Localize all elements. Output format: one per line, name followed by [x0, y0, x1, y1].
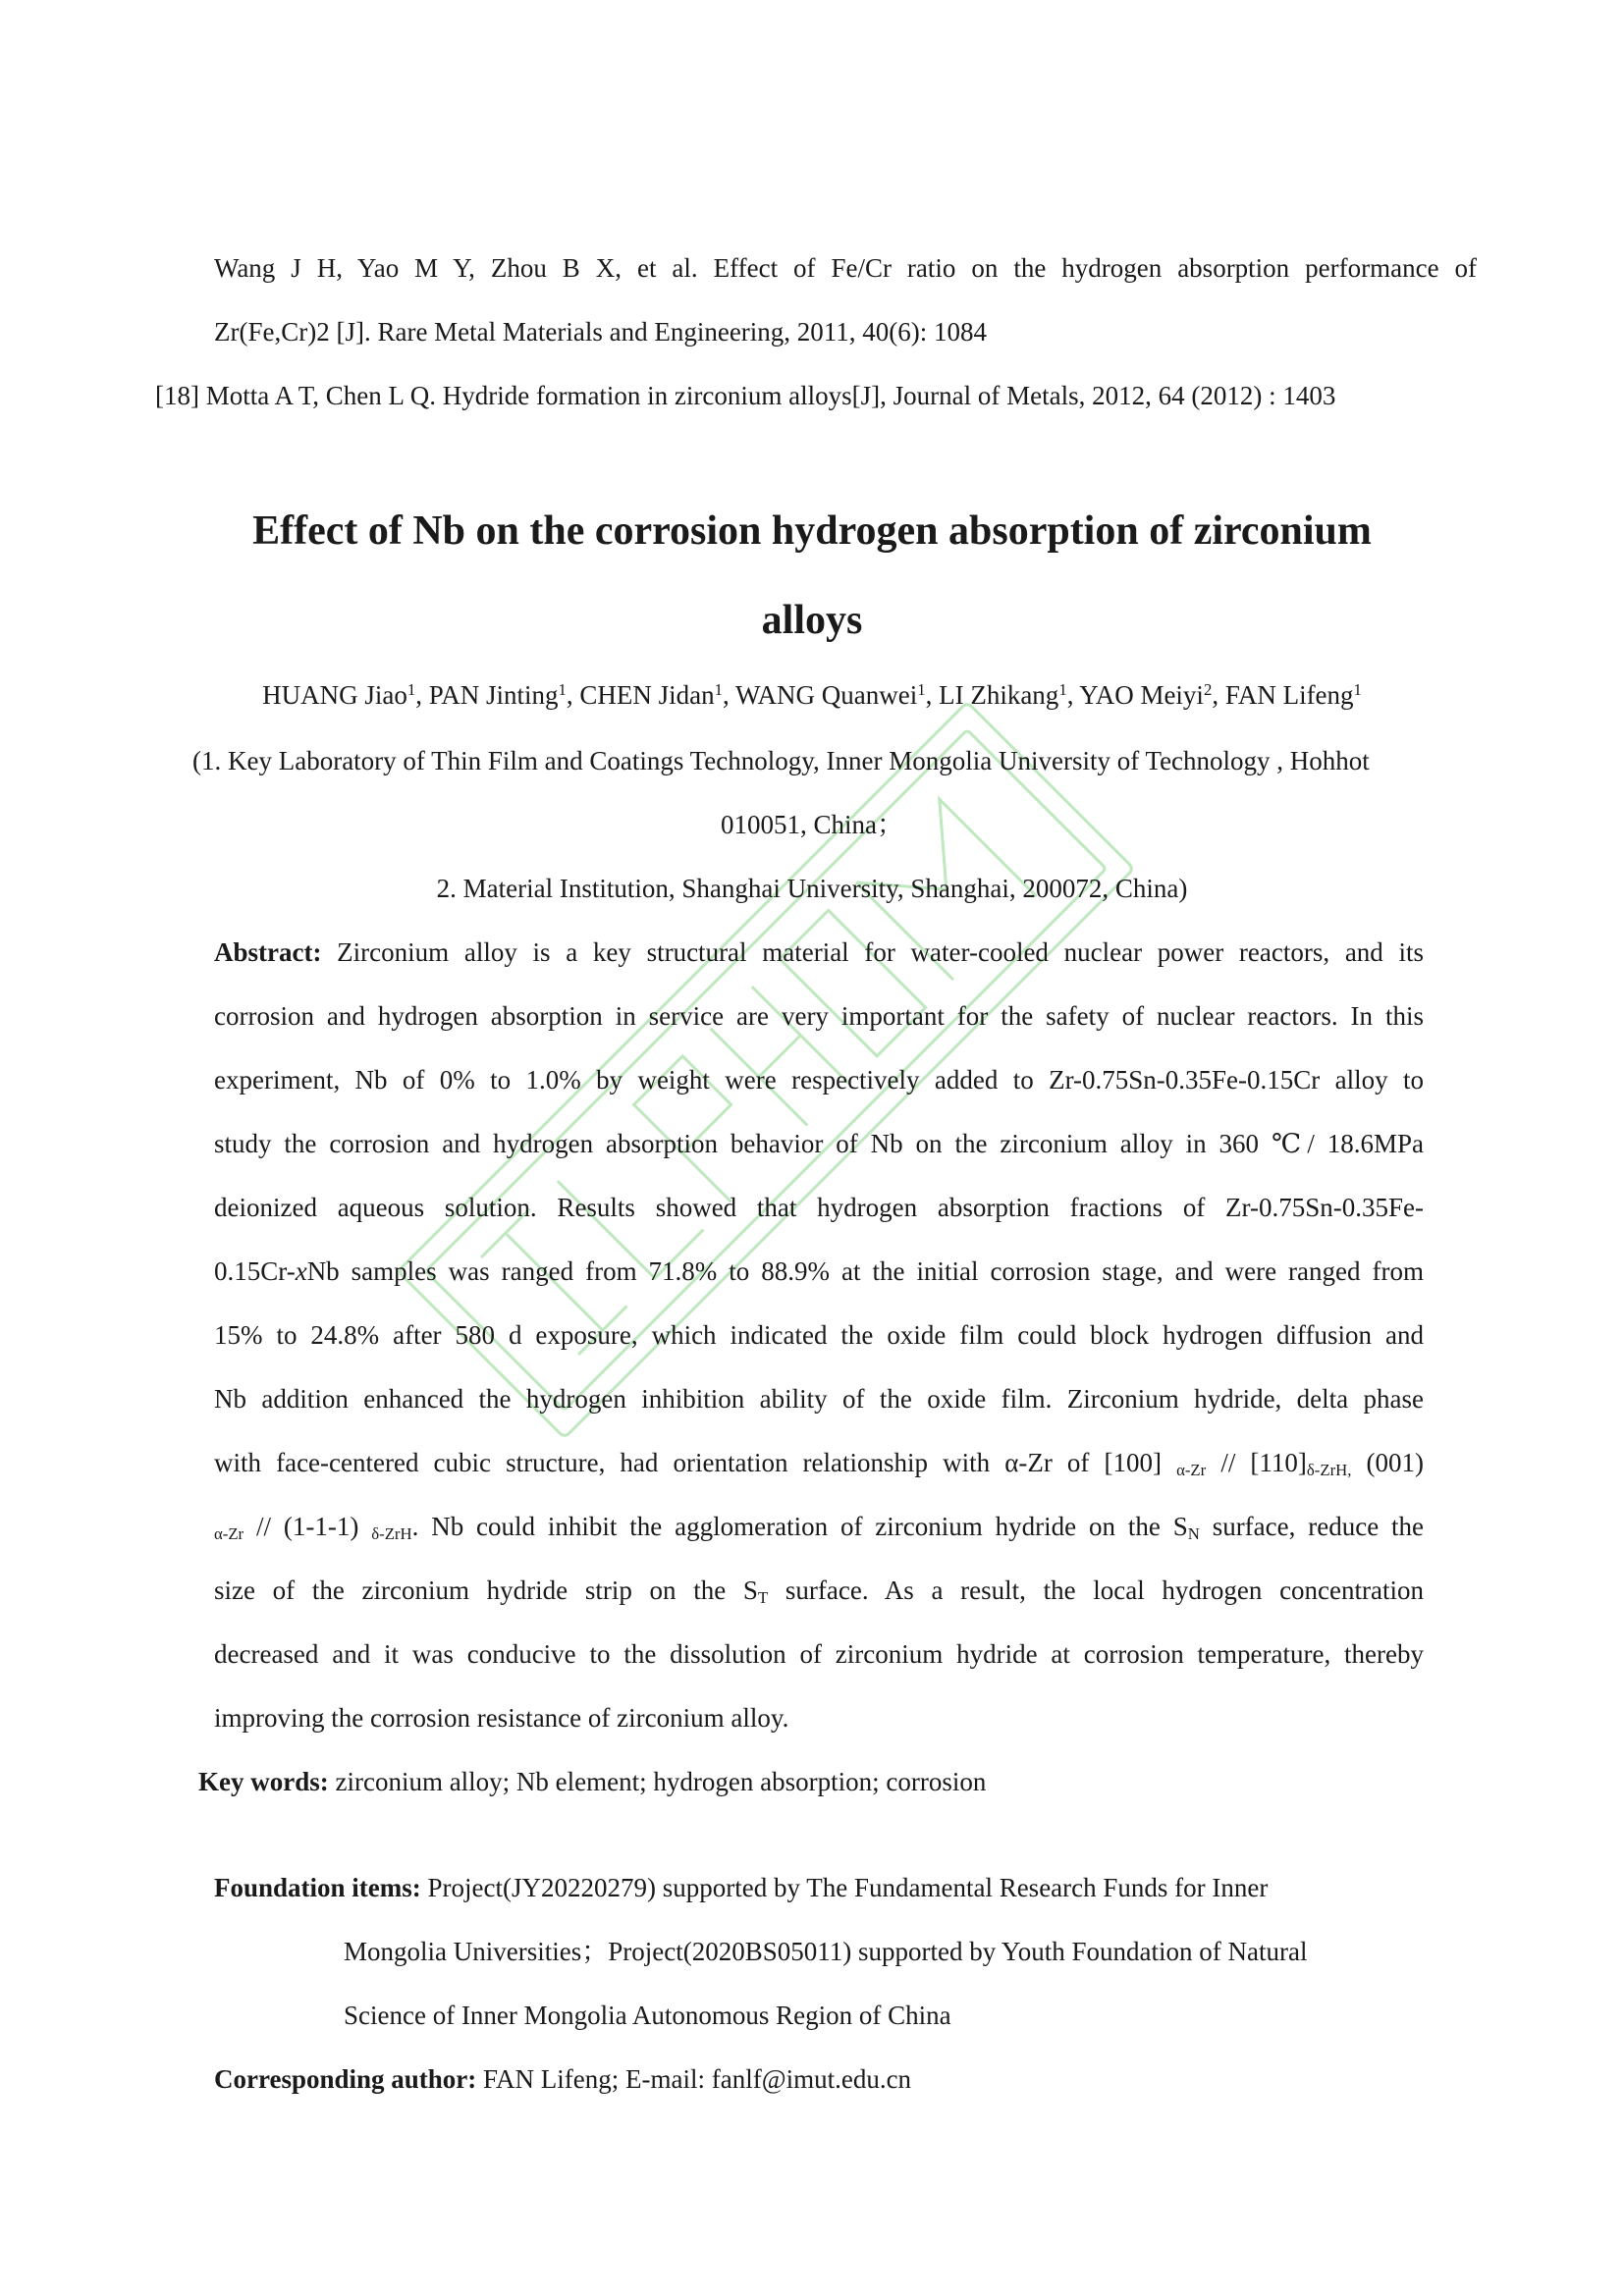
- foundation-line-3: Science of Inner Mongolia Autonomous Region of China: [344, 2001, 951, 2030]
- foundation-line-1: Foundation items: Project(JY20220279) supported by The Fundamental Research Funds for Inner: [214, 1873, 1269, 1902]
- abstract-line-1: Abstract: Zirconium alloy is a key structural material for water-cooled nuclear power reactors, and its: [214, 937, 1425, 967]
- abstract-line-10: $_{\alpha-Zr}$ // (1-1-1) $_{\delta-ZrH}$. Nb could inhibit the agglomeration of zirconium hydride on the $S_N$ surface, reduce the: [214, 1512, 1425, 1544]
- abstract-line-12: decreased and it was conducive to the dissolution of zirconium hydride at corrosion temperature, thereby: [214, 1639, 1424, 1669]
- reference-18: [18] Motta A T, Chen L Q. Hydride formation in zirconium alloys[J], Journal of Metals, 2012, 64 (2012) : 1403: [155, 381, 1336, 410]
- affiliation-1-line-1: (1. Key Laboratory of Thin Film and Coatings Technology, Inner Mongolia University of Technology , Hohhot: [192, 746, 1370, 775]
- author-list: [0, 677, 1624, 713]
- abstract-line-3: experiment, Nb of 0% to 1.0% by weight were respectively added to Zr-0.75Sn-0.35Fe-0.15Cr alloy to: [214, 1065, 1424, 1095]
- author: CHEN Jidan$^1$,: [579, 679, 736, 710]
- abstract-line-5: deionized aqueous solution. Results showed that hydrogen absorption fractions of Zr-0.75Sn-0.35Fe-: [214, 1193, 1424, 1222]
- corresponding-text: FAN Lifeng; E-mail: fanlf@imut.edu.cn: [483, 2064, 912, 2094]
- author: FAN Lifeng$^1$: [1224, 679, 1362, 710]
- keywords-label: Key words:: [198, 1767, 329, 1796]
- foundation-label: Foundation items:: [214, 1873, 421, 1902]
- reference-17-line-2: Zr(Fe,Cr)2 [J]. Rare Metal Materials and Engineering, 2011, 40(6): 1084: [214, 317, 988, 347]
- author: LI Zhikang$^1$,: [939, 679, 1080, 710]
- abstract-line-7: 15% to 24.8% after 580 d exposure, which indicated the oxide film could block hydrogen diffusion and: [214, 1320, 1424, 1350]
- author: WANG Quanwei$^1$,: [735, 679, 940, 710]
- reference-17-line-1: Wang J H, Yao M Y, Zhou B X, et al. Effect of Fe/Cr ratio on the hydrogen absorption performance of: [214, 253, 1477, 283]
- abstract-line-6: 0.15Cr-xNb samples was ranged from 71.8% to 88.9% at the initial corrosion stage, and were ranged from: [214, 1256, 1424, 1286]
- paper-title-line-2: alloys: [761, 598, 863, 643]
- abstract-label: Abstract:: [214, 937, 322, 967]
- paper-title-line-1: Effect of Nb on the corrosion hydrogen absorption of zirconium: [252, 508, 1372, 554]
- abstract-line-9: with face-centered cubic structure, had orientation relationship with α-Zr of [100] $_{\alpha-Zr} // [110]_{\delta-ZrH,}$ (001): [214, 1448, 1425, 1480]
- keywords-text: zirconium alloy; Nb element; hydrogen absorption; corrosion: [335, 1767, 987, 1796]
- keywords: [198, 1764, 986, 1799]
- author: YAO Meiyi$^2$,: [1079, 679, 1225, 710]
- corresponding-label: Corresponding author:: [214, 2064, 477, 2094]
- author: PAN Jinting$^1$,: [428, 679, 580, 710]
- affiliation-2: 2. Material Institution, Shanghai University, Shanghai, 200072, China): [436, 874, 1188, 903]
- abstract-line-13: improving the corrosion resistance of zirconium alloy.: [214, 1703, 789, 1733]
- abstract-line-2: corrosion and hydrogen absorption in service are very important for the safety of nuclear reactors. In this: [214, 1001, 1424, 1031]
- foundation-line-2: Mongolia Universities；Project(2020BS05011) supported by Youth Foundation of Natural: [344, 1937, 1308, 1966]
- abstract-line-11: size of the zirconium hydride strip on the $S_T$ surface. As a result, the local hydrogen concentration: [214, 1575, 1425, 1608]
- abstract-line-4: study the corrosion and hydrogen absorption behavior of Nb on the zirconium alloy in 360 ℃/ 18.6MPa: [214, 1129, 1424, 1158]
- affiliation-1-line-2: 010051, China；: [721, 810, 903, 839]
- abstract-line-8: Nb addition enhanced the hydrogen inhibition ability of the oxide film. Zirconium hydride, delta phase: [214, 1384, 1424, 1414]
- corresponding-author: [214, 2061, 911, 2097]
- author: HUANG Jiao$^1$,: [262, 679, 429, 710]
